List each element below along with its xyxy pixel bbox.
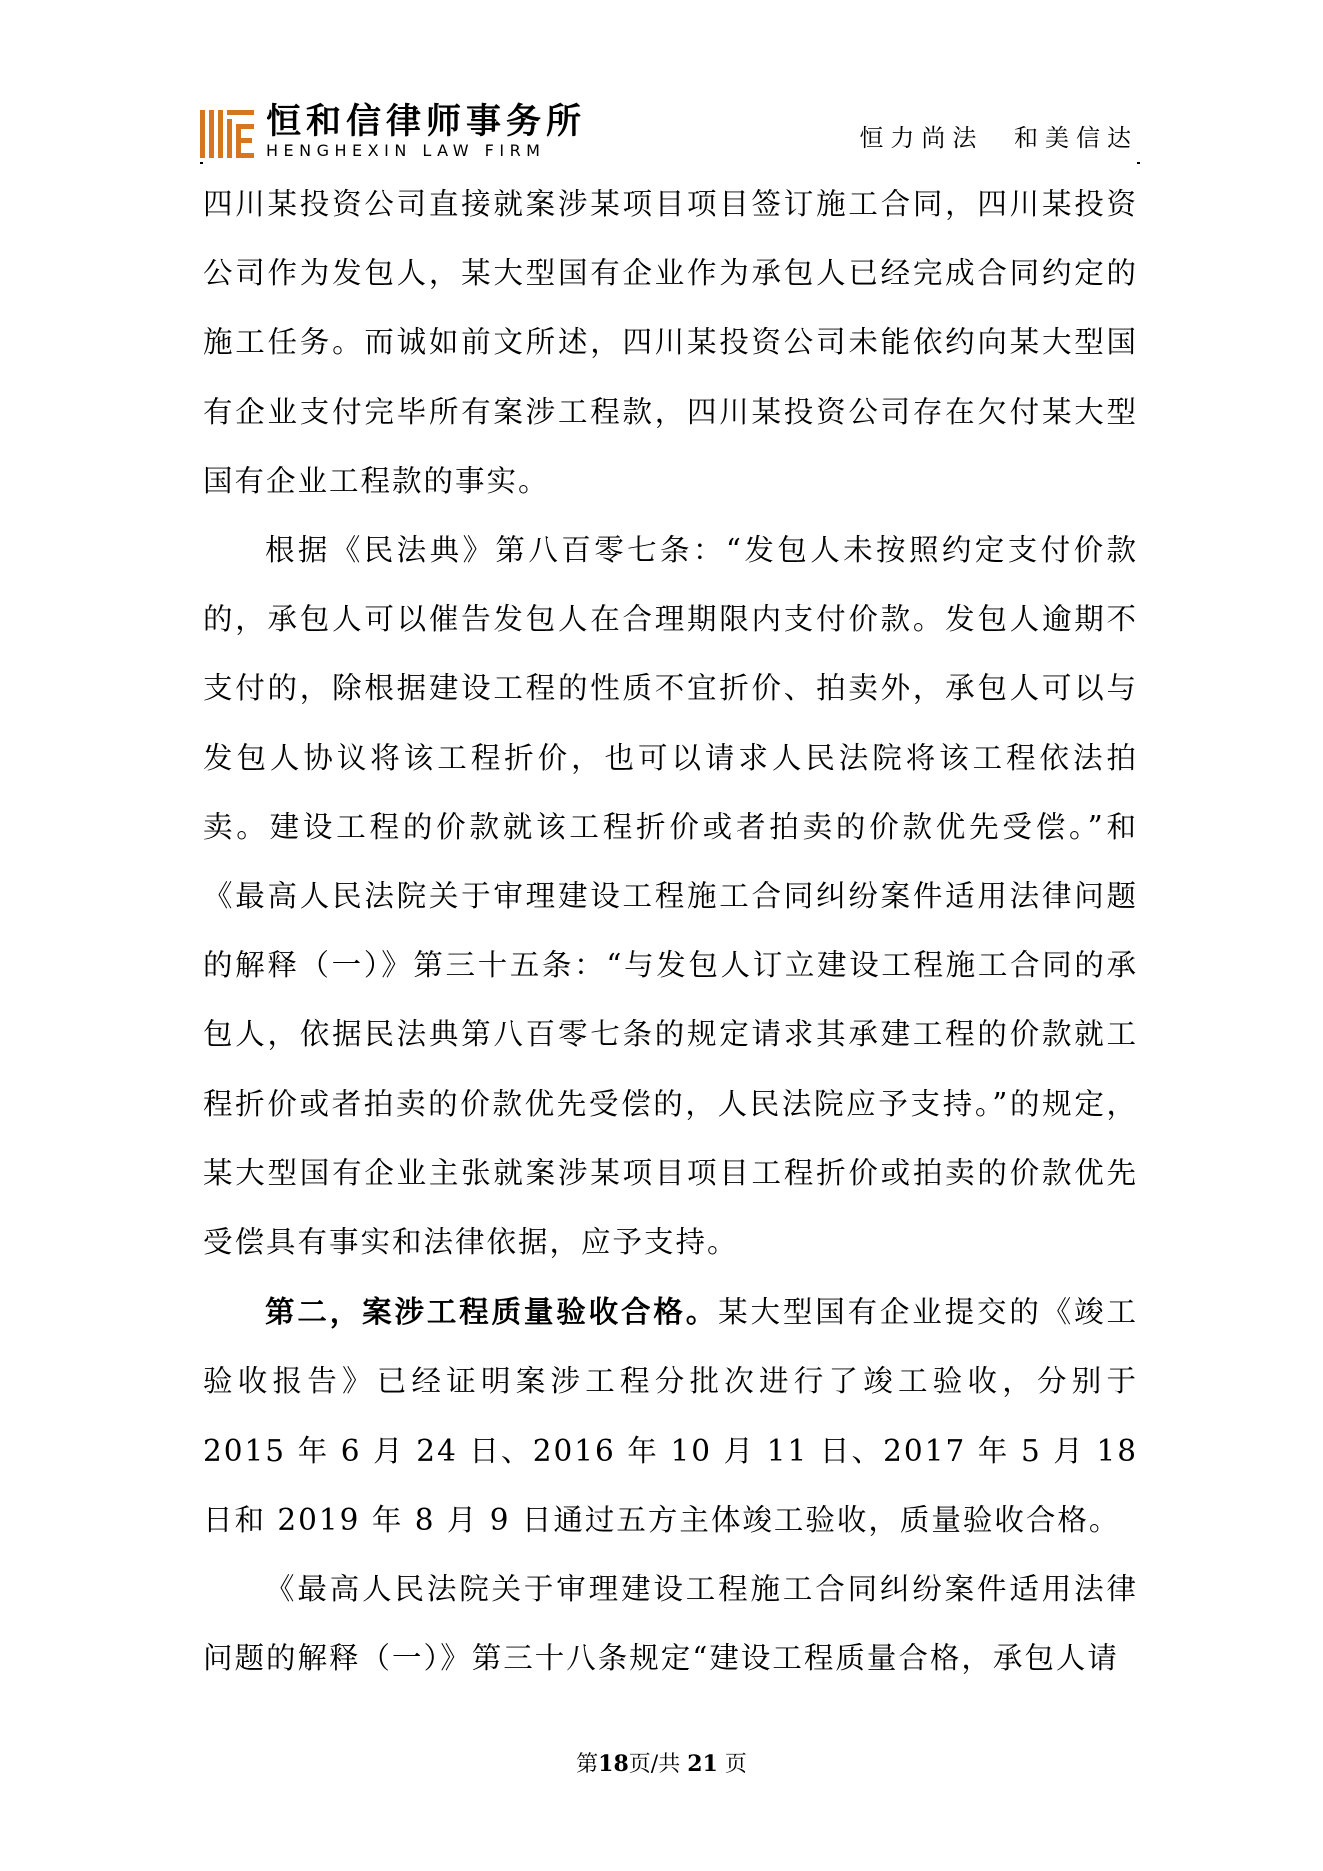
page-number-suffix: 页 bbox=[717, 1752, 747, 1777]
paragraph-3 bbox=[203, 1277, 1138, 1555]
paragraph-1: 四川某投资公司直接就案涉某项目项目签订施工合同，四川某投资公司作为发包人，某大型国有企业作为承包人已经完成合同约定的施工任务。而诚如前文所述，四川某投资公司未能依约向某大型国有企业支付完毕所有案涉工程款，四川某投资公司存在欠付某大型国有企业工程款的事实。 bbox=[203, 187, 1138, 498]
page-header bbox=[200, 100, 1140, 160]
current-page: 18 bbox=[598, 1751, 629, 1777]
firm-motto: 恒力尚法 和美信达 bbox=[859, 124, 1138, 152]
firm-logo-icon bbox=[200, 110, 256, 158]
paragraph-2: 根据《民法典》第八百零七条：“发包人未按照约定支付价款的，承包人可以催告发包人在合理期限内支付价款。发包人逾期不支付的，除根据建设工程的性质不宜折价、拍卖外，承包人可以与发包人协议将该工程折价，也可以请求人民法院将该工程依法拍卖。建设工程的价款就该工程折价或者拍卖的价款优先受偿。”和《最高人民法院关于审理建设工程施工合同纠纷案件适用法律问题的解释（一）》第三十五条：“与发包人订立建设工程施工合同的承包人，依据民法典第八百零七条的规定请求其承建工程的价款就工程折价或者拍卖的价款优先受偿的，人民法院应予支持。”的规定，某大型国有企业主张就案涉某项目项目工程折价或拍卖的价款优先受偿具有事实和法律依据，应予支持。 bbox=[203, 533, 1138, 1260]
firm-name-cn: 恒和信律师事务所 bbox=[266, 102, 587, 142]
total-pages: 21 bbox=[687, 1751, 718, 1777]
page-number bbox=[0, 1747, 1323, 1778]
paragraph-3-heading: 第二，案涉工程质量验收合格。 bbox=[265, 1294, 719, 1330]
document-body bbox=[203, 170, 1138, 1693]
page-number-middle: 页/共 bbox=[628, 1752, 688, 1777]
firm-name-en: HENGHEXIN LAW FIRM bbox=[266, 141, 546, 160]
paragraph-4: 《最高人民法院关于审理建设工程施工合同纠纷案件适用法律问题的解释（一）》第三十八条规定“建设工程质量合格，承包人请 bbox=[203, 1572, 1138, 1676]
header-divider bbox=[200, 162, 1140, 163]
page-number-prefix: 第 bbox=[576, 1752, 599, 1777]
paragraph-3-text: 某大型国有企业提交的《竣工验收报告》已经证明案涉工程分批次进行了竣工验收，分别于 2015 年 6 月 24 日、2016 年 10 月 11 日、2017 年 5 月 18 日和 2019 年 8 月 9 日通过五方主体竣工验收，质量验收合格。 bbox=[203, 1295, 1138, 1537]
